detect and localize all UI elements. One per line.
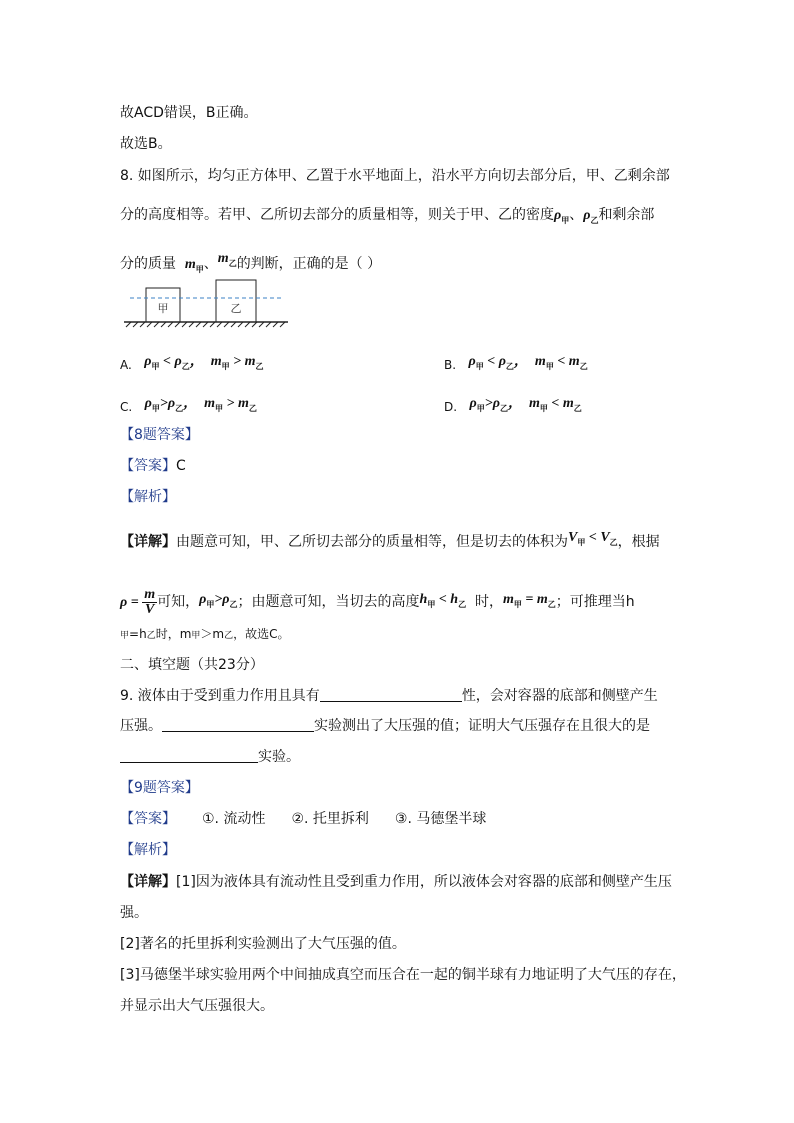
option-c[interactable]: C. $\rho_甲>\rho_乙$， $m_甲 > m_乙$ <box>120 396 257 414</box>
q8-detail-line-3: 甲=h乙时，m甲＞m乙，故选C。 <box>120 627 290 641</box>
q9-answer: 【答案】 ①. 流动性 ②. 托里拆利 ③. 马德堡半球 <box>120 811 487 827</box>
text-fragment: 分的高度相等。若甲、乙所切去部分的质量相等，则关于甲、乙的密度 <box>120 207 554 223</box>
q8-analysis-label: 【解析】 <box>120 489 176 505</box>
text-fragment: 、 <box>203 256 218 272</box>
blank-3[interactable] <box>120 748 258 763</box>
q9-detail-line: 并显示出大气压强很大。 <box>120 998 274 1014</box>
block-yi <box>216 280 256 322</box>
math-rho-jia: $\rho_甲$ <box>554 208 570 225</box>
math-m-jia: $m_甲$ <box>184 257 204 274</box>
text-line: 故ACD错误，B正确。 <box>120 105 258 121</box>
section-title: 二、填空题（共23分） <box>120 657 264 673</box>
text-fragment: 分的质量 <box>120 256 176 272</box>
question-8-text <box>120 249 381 280</box>
q8-detail-line-1: 【详解】由题意可知，甲、乙所切去部分的质量相等，但是切去的体积为$V_甲 < V_乙$，根据 <box>120 530 660 550</box>
q9-answer-header: 【9题答案】 <box>120 780 199 796</box>
math-rho-yi: $\rho_乙$ <box>583 208 599 225</box>
math-m-yi: $m_乙$ <box>217 251 237 268</box>
question-8-text <box>120 205 654 231</box>
q9-detail-line: [3]马德堡半球实验用两个中间抽成真空而压合在一起的铜半球有力地证明了大气压的存在， <box>120 967 686 983</box>
question-8-text: 8. 如图所示，均匀正方体甲、乙置于水平地面上，沿水平方向切去部分后，甲、乙剩余部 <box>120 168 670 184</box>
q8-answer-header: 【8题答案】 <box>120 427 199 443</box>
text-fragment: 和剩余部 <box>598 207 655 223</box>
density-formula: $\frac{m}{V}$ <box>144 586 156 617</box>
q8-answer: 【答案】C <box>120 458 186 474</box>
text-line: 故选B。 <box>120 136 172 152</box>
text-fragment: 、 <box>569 207 584 223</box>
label-jia: 甲 <box>157 302 169 315</box>
blank-2[interactable] <box>162 717 314 732</box>
q8-detail-line-2: ρ = $\frac{m}{V}$ 可知，$\rho_甲>\rho_乙$；由题意可知，当切去的高度$h_甲 < h_乙$ 时，$m_甲 = m_乙$；可推理当h <box>120 586 635 617</box>
option-a[interactable]: A. $\rho_甲 < \rho_乙$， $m_甲 > m_乙$ <box>120 354 264 372</box>
text-fragment: 的判断，正确的是（ ） <box>236 256 382 272</box>
blank-1[interactable] <box>320 687 462 702</box>
question-9-text: 实验。 <box>120 747 300 767</box>
option-b[interactable]: B. $\rho_甲 < \rho_乙$， $m_甲 < m_乙$ <box>444 354 588 372</box>
blocks-figure <box>122 278 292 330</box>
q9-detail-line: 强。 <box>120 905 148 921</box>
question-9-text: 9. 液体由于受到重力作用且具有 性，会对容器的底部和侧壁产生 <box>120 688 658 704</box>
question-9-text: 压强。 实验测出了大压强的值；证明大气压强存在且很大的是 <box>120 718 650 734</box>
label-yi: 乙 <box>230 302 242 315</box>
q9-analysis-label: 【解析】 <box>120 842 176 858</box>
q9-detail-line: 【详解】[1]因为液体具有流动性且受到重力作用，所以液体会对容器的底部和侧壁产生压 <box>120 874 672 890</box>
option-d[interactable]: D. $\rho_甲>\rho_乙$， $m_甲 < m_乙$ <box>444 396 582 414</box>
q9-detail-line: [2]著名的托里拆利实验测出了大气压强的值。 <box>120 936 406 952</box>
